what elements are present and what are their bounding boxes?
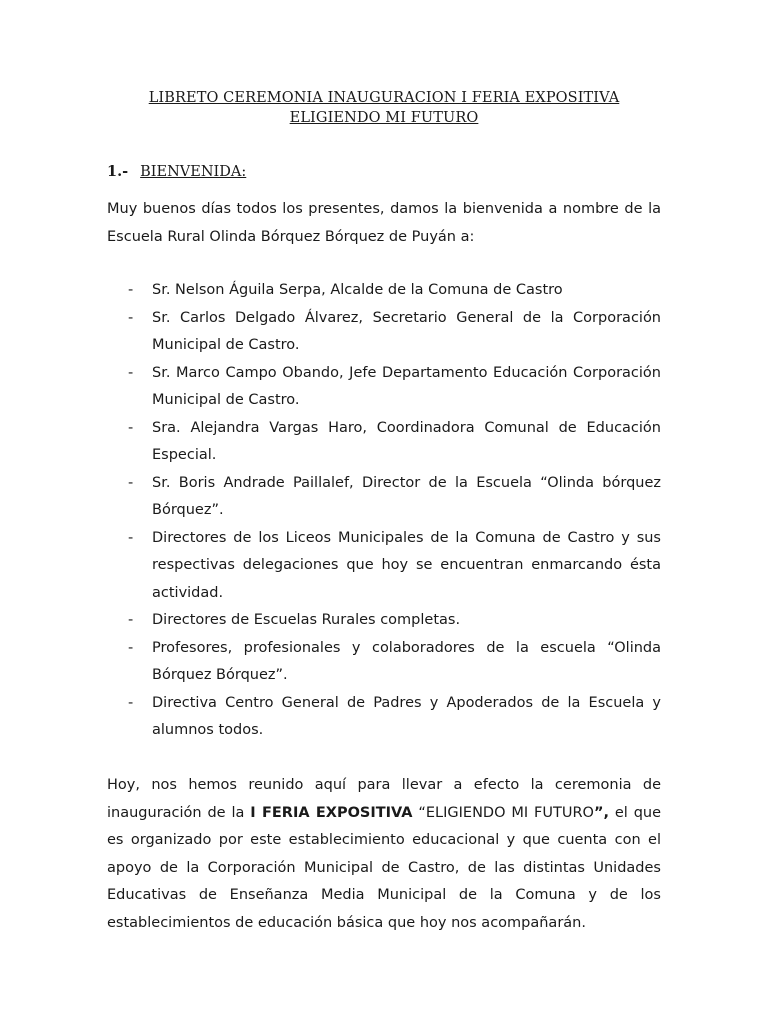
bullet-dash: - [128,612,134,628]
section-label: BIENVENIDA: [140,164,247,180]
intro-paragraph: Muy buenos días todos los presentes, damos la bienvenida a nombre de la Escuela Rural Olinda Bórquez Bórquez de Puyán a: [107,201,661,245]
list-item-text: Sr. Boris Andrade Paillalef, Director de la Escuela “Olinda bórquez Bórquez”. [152,474,661,518]
list-item-text: Sr. Marco Campo Obando, Jefe Departamento Educación Corporación Municipal de Castro. [152,364,661,408]
closing-text-2: “ELIGIENDO MI FUTURO [412,804,594,821]
list-item [107,360,661,415]
list-item-text: Sr. Nelson Águila Serpa, Alcalde de la Comuna de Castro [152,282,563,298]
bullet-dash: - [128,419,134,436]
list-item [107,607,661,635]
list-item [107,470,661,525]
bullet-dash: - [128,639,134,656]
bullet-dash: - [128,474,134,491]
welcome-list [107,277,661,745]
list-item-text: Directiva Centro General de Padres y Apoderados de la Escuela y alumnos todos. [152,694,661,738]
bullet-dash: - [128,309,134,326]
title-line-1: LIBRETO CEREMONIA INAUGURACION I FERIA EXPOSITIVA [148,90,620,106]
list-item [107,305,661,360]
closing-bold-event-name: I FERIA EXPOSITIVA [250,804,413,821]
list-item-text: Sr. Carlos Delgado Álvarez, Secretario General de la Corporación Municipal de Castro. [152,309,661,353]
list-item [107,415,661,470]
closing-text-1: Hoy, nos hemos reunido aquí para llevar a efecto la ceremonia de inauguración de la [107,777,661,821]
bullet-dash: - [128,282,134,298]
bullet-dash: - [128,364,134,381]
list-item [107,277,661,305]
list-item [107,525,661,608]
closing-paragraph [107,772,661,937]
list-item [107,690,661,745]
bullet-dash: - [128,694,134,711]
bullet-dash: - [128,529,134,546]
document-title [100,88,668,128]
closing-text-3: el que es organizado por este establecimiento educacional y que cuenta con el apoyo de la Corporación Municipal de Castro, de las distintas Unidades Educativas de Enseñanza Media Municipal de la Comuna y de los establecimientos de educación básica que hoy nos acompañarán. [107,804,662,931]
title-line-2: ELIGIENDO MI FUTURO [289,110,479,126]
list-item-text: Profesores, profesionales y colaboradores de la escuela “Olinda Bórquez Bórquez”. [152,639,661,683]
section-number: 1.- [107,163,129,180]
list-item-text: Directores de los Liceos Municipales de la Comuna de Castro y sus respectivas delegaciones que hoy se encuentran enmarcando ésta actividad. [152,529,661,601]
closing-bold-quote: ”, [593,804,609,821]
list-item-text: Directores de Escuelas Rurales completas. [152,612,461,628]
section-heading [107,161,246,183]
list-item-text: Sra. Alejandra Vargas Haro, Coordinadora Comunal de Educación Especial. [152,419,661,463]
list-item [107,635,661,690]
